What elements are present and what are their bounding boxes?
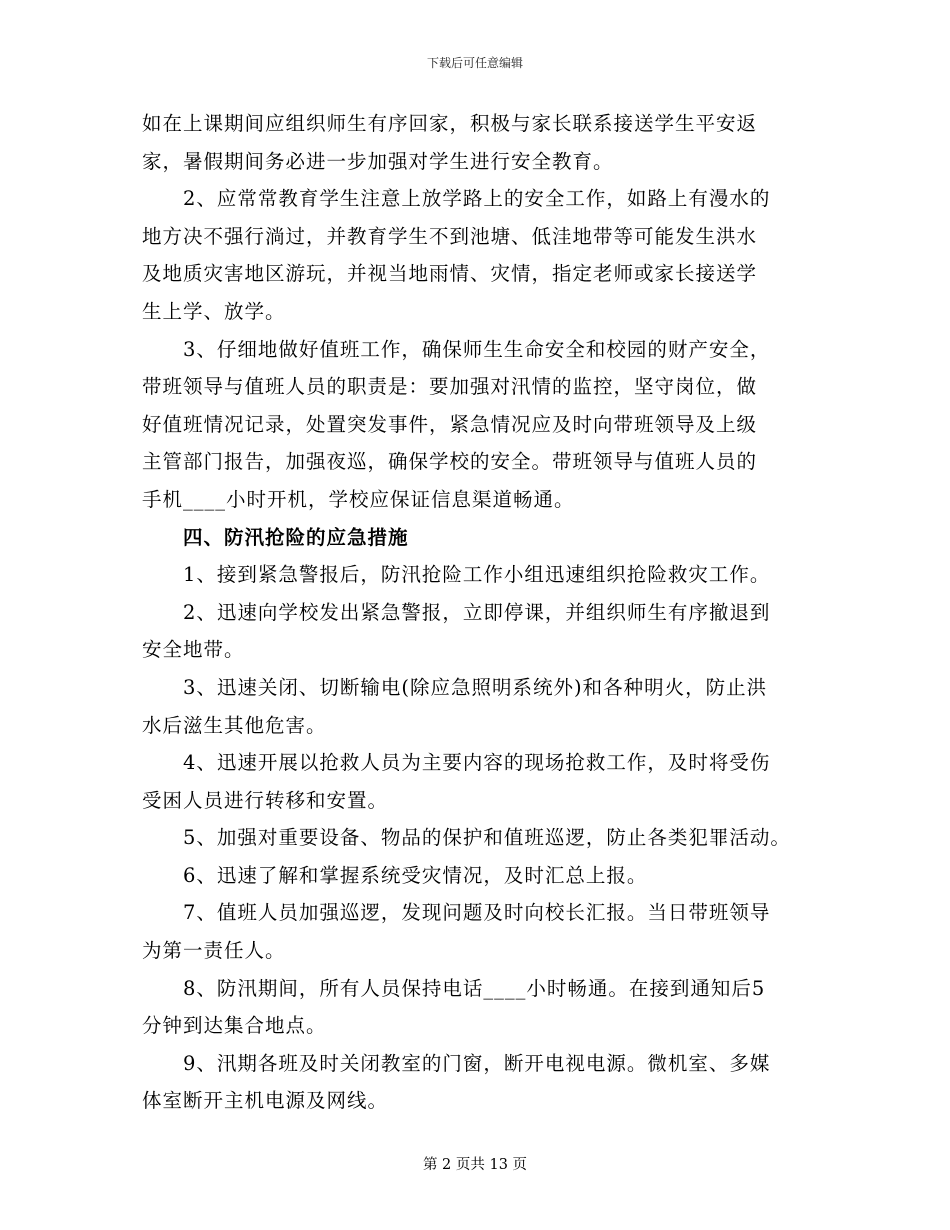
- text-line: 水后滋生其他危害。: [142, 713, 327, 737]
- text-line: 2、应常常教育学生注意上放学路上的安全工作，如路上有漫水的: [142, 187, 771, 211]
- text-line: 6、迅速了解和掌握系统受灾情况，及时汇总上报。: [142, 863, 648, 887]
- section-heading: 四、防汛抢险的应急措施: [142, 525, 409, 549]
- text-line: 及地质灾害地区游玩，并视当地雨情、灾情，指定老师或家长接送学: [142, 262, 758, 286]
- text-line: 8、防汛期间，所有人员保持电话____小时畅通。在接到通知后5: [142, 976, 766, 1000]
- document-body: [142, 105, 822, 1120]
- text-line: 家，暑假期间务必进一步加强对学生进行安全教育。: [142, 149, 614, 173]
- text-line: 为第一责任人。: [142, 939, 286, 963]
- text-line: 带班领导与值班人员的职责是：要加强对汛情的监控，坚守岗位，做: [142, 375, 758, 399]
- text-line: 3、迅速关闭、切断输电(除应急照明系统外)和各种明火，防止洪: [142, 675, 768, 699]
- text-line: 体室断开主机电源及网线。: [142, 1089, 389, 1113]
- text-line: 地方决不强行淌过，并教育学生不到池塘、低洼地带等可能发生洪水: [142, 224, 758, 248]
- text-line: 1、接到紧急警报后，防汛抢险工作小组迅速组织抢险救灾工作。: [142, 563, 771, 587]
- text-line: 如在上课期间应组织师生有序回家，积极与家长联系接送学生平安返: [142, 112, 758, 135]
- text-line: 4、迅速开展以抢救人员为主要内容的现场抢救工作，及时将受伤: [142, 751, 771, 775]
- page-header: 下载后可任意编辑: [426, 56, 523, 70]
- text-line: 好值班情况记录，处置突发事件，紧急情况应及时向带班领导及上级: [142, 412, 758, 436]
- text-line: 分钟到达集合地点。: [142, 1014, 327, 1038]
- text-line: 7、值班人员加强巡逻，发现问题及时向校长汇报。当日带班领导: [142, 901, 771, 925]
- text-line: 5、加强对重要设备、物品的保护和值班巡逻，防止各类犯罪活动。: [142, 826, 791, 850]
- text-line: 9、汛期各班及时关闭教室的门窗，断开电视电源。微机室、多媒: [142, 1051, 771, 1075]
- text-line: 生上学、放学。: [142, 299, 286, 323]
- text-line: 2、迅速向学校发出紧急警报，立即停课，并组织师生有序撤退到: [142, 600, 771, 624]
- text-line: 安全地带。: [142, 638, 245, 662]
- page-number: 第 2 页共 13 页: [422, 1157, 528, 1173]
- text-line: 3、仔细地做好值班工作，确保师生生命安全和校园的财产安全，: [142, 337, 771, 361]
- text-line: 手机____小时开机，学校应保证信息渠道畅通。: [142, 487, 575, 511]
- text-line: 主管部门报告，加强夜巡，确保学校的安全。带班领导与值班人员的: [142, 450, 758, 474]
- text-line: 受困人员进行转移和安置。: [142, 788, 389, 812]
